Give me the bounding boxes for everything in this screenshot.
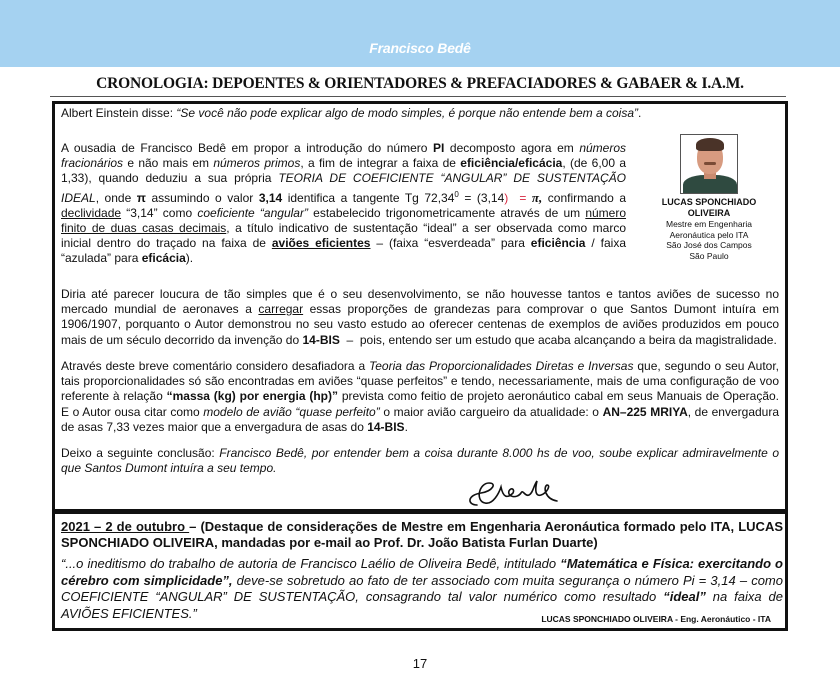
- testimony-quote: [61, 556, 783, 622]
- text-run: , a título indicativo de sustentação “ideal” a ser observada como marco inicial dentro do traçado na faixa de: [61, 221, 626, 251]
- text-italic: TEORIA DE COEFICIENTE “ANGULAR” DE SUSTENTAÇÃO IDEAL: [61, 171, 626, 205]
- text-run: = (3,14: [458, 190, 505, 205]
- running-title: Francisco Bedê: [369, 40, 471, 56]
- text-bold: AN–225 MRIYA: [602, 404, 688, 419]
- text-run: deve-se sobretudo ao fato de ter associado com muita segurança o número Pi = 3,14 – como COEFICIENTE “ANGULAR” DE SUSTENTAÇÃO, consagrando tal valor numérico como resultado: [61, 572, 783, 604]
- profile-location: São Paulo: [689, 250, 729, 261]
- text-run: o maior avião cargueiro da atualidade: o: [379, 404, 603, 419]
- pi-paragraph: [61, 141, 626, 267]
- main-text-box: [52, 101, 788, 512]
- text-red: ): [504, 190, 509, 205]
- text-run: assumindo o valor: [145, 190, 259, 205]
- text-run: confirmando a: [542, 190, 627, 205]
- text-bold-underline: aviões eficientes: [271, 236, 371, 251]
- text-bold: eficiência/eficácia: [460, 156, 563, 171]
- text-run: , onde: [95, 190, 137, 205]
- text-run: decomposto agora em: [444, 141, 580, 155]
- signature-icon: [463, 475, 563, 511]
- pi-symbol: π,: [531, 189, 543, 205]
- text-underline: número finito de duas casas decimais: [61, 205, 627, 236]
- conclusion-paragraph: [61, 446, 779, 476]
- text-bold: “ideal”: [663, 589, 706, 604]
- text-run: na faixa de AVIÕES EFICIENTES.”: [61, 589, 783, 621]
- profile-photo: [680, 134, 738, 194]
- profile-title: Aeronáutica pelo ITA: [669, 229, 749, 240]
- profile-card: [640, 134, 778, 261]
- profile-name: LUCAS SPONCHIADO: [661, 197, 757, 207]
- text-italic: números primos: [213, 156, 301, 171]
- text-run: .: [638, 106, 642, 120]
- pi-symbol: π: [136, 190, 146, 205]
- title-divider: [50, 96, 786, 97]
- text-run: , de envergadura de asas 7,33 vezes maior que a envergadura de asas do: [61, 404, 780, 434]
- text-underline: carregar: [258, 302, 304, 317]
- text-run: – (Destaque de considerações de Mestre em Engenharia Aeronáutica formado pelo ITA, LUCAS SPONCHIADO OLIVEIRA, mandadas por e-mail ao Prof. Dr. João Batista Furlan Duarte): [61, 519, 783, 550]
- profile-location: São José dos Campos: [666, 240, 752, 250]
- text-run: – (faixa “esverdeada” para: [370, 236, 531, 251]
- text-bold: “massa (kg) por energia (hp)”: [166, 389, 338, 404]
- text-run: , (de 6,00 a 1,33), quando deduziu a sua própria: [61, 156, 626, 186]
- text-run: essas proporções de grandezas para comprovar o que Santos Dumont intuíra em 1906/1907, porquanto o Autor demonstrou no seu vasto estudo ao oferecer centenas de exemplos de aviões produzidos em pouco mais de um século decorrido da invenção do: [61, 302, 779, 347]
- text-red: =: [508, 190, 532, 205]
- dumont-paragraph: [61, 287, 779, 348]
- einstein-quote: “Se você não pode explicar algo de modo simples, é porque não entende bem a coisa”: [176, 106, 639, 120]
- einstein-paragraph: [61, 106, 721, 121]
- text-run: prevista como feitio de projeto aeronáutico cabal em seus Manuais de Operação. E o Autor ousa citar como: [61, 389, 780, 419]
- text-bold: 3,14: [258, 190, 283, 205]
- profile-name: OLIVEIRA: [687, 208, 731, 218]
- text-italic: números fracionários: [61, 141, 626, 171]
- text-run: Deixo a seguinte conclusão:: [61, 446, 220, 460]
- text-bold: eficiência: [530, 236, 586, 251]
- text-run: / faixa “azulada” para: [61, 236, 626, 266]
- text-run: e não mais em: [123, 156, 214, 171]
- text-bold: 14-BIS: [302, 332, 340, 347]
- chapter-title: CRONOLOGIA: DEPOENTES & ORIENTADORES & PREFACIADORES & GABAER & I.A.M.: [96, 75, 744, 92]
- text-run: Albert Einstein disse:: [61, 106, 177, 120]
- text-italic: coeficiente “angular”: [197, 205, 308, 220]
- text-italic: Teoria das Proporcionalidades Diretas e Inversas: [369, 359, 634, 373]
- text-run: Diria até parecer loucura de tão simples que é o seu desenvolvimento, se não houvesse tantos e tantos aviões de sucesso no mercado mundial de aeronaves a: [61, 287, 779, 317]
- text-bold: eficácia: [141, 251, 186, 266]
- text-run: Através deste breve comentário considero desafiadora a: [61, 359, 370, 373]
- testimony-heading: [61, 519, 783, 551]
- text-bold: 14-BIS: [367, 419, 405, 434]
- testimony-signature: LUCAS SPONCHIADO OLIVEIRA - Eng. Aeronáutico - ITA: [541, 614, 771, 624]
- page-number: 17: [412, 656, 428, 671]
- text-run: .: [404, 419, 408, 434]
- testimony-date: 2021 – 2 de outubro: [61, 519, 190, 534]
- text-underline: declividade: [61, 205, 122, 220]
- header-banner: [0, 0, 840, 67]
- text-run: A ousadia de Francisco Bedê em propor a introdução do número: [61, 141, 433, 155]
- profile-title: Mestre em Engenharia: [666, 219, 752, 229]
- theory-paragraph: [61, 359, 779, 435]
- text-run: , a fim de integrar a faixa de: [300, 156, 461, 171]
- text-run: ).: [185, 251, 194, 266]
- text-bold: PI: [433, 141, 445, 155]
- text-italic: Francisco Bedê, por entender bem a coisa durante 8.000 hs de voo, soube explicar admiravelmente o que Santos Dumont intuíra a seu tempo.: [61, 446, 780, 476]
- text-run: “...o ineditismo do trabalho de autoria de Francisco Laélio de Oliveira Bedê, intitulado: [61, 556, 561, 571]
- text-run: identifica a tangente Tg 72,34: [282, 190, 455, 205]
- text-run: – pois, entendo ser um estudo que acaba alcançando a beira da magistralidade.: [339, 332, 777, 347]
- text-run: que, segundo o seu Autor, tais proporcionalidades só são encontradas em aviões “quase perfeitos” e tendo, necessariamente, mais de uma configuração de voo referente à relação: [61, 359, 780, 404]
- testimony-box: [52, 512, 788, 631]
- text-run: estabelecido trigonometricamente através de um: [307, 205, 586, 220]
- text-italic: modelo de avião “quase perfeito”: [203, 404, 380, 419]
- book-title: “Matemática e Física: exercitando o cérebro com simplicidade”,: [61, 556, 783, 588]
- text-run: “3,14” como: [121, 205, 198, 220]
- degree-superscript: 0: [454, 189, 459, 199]
